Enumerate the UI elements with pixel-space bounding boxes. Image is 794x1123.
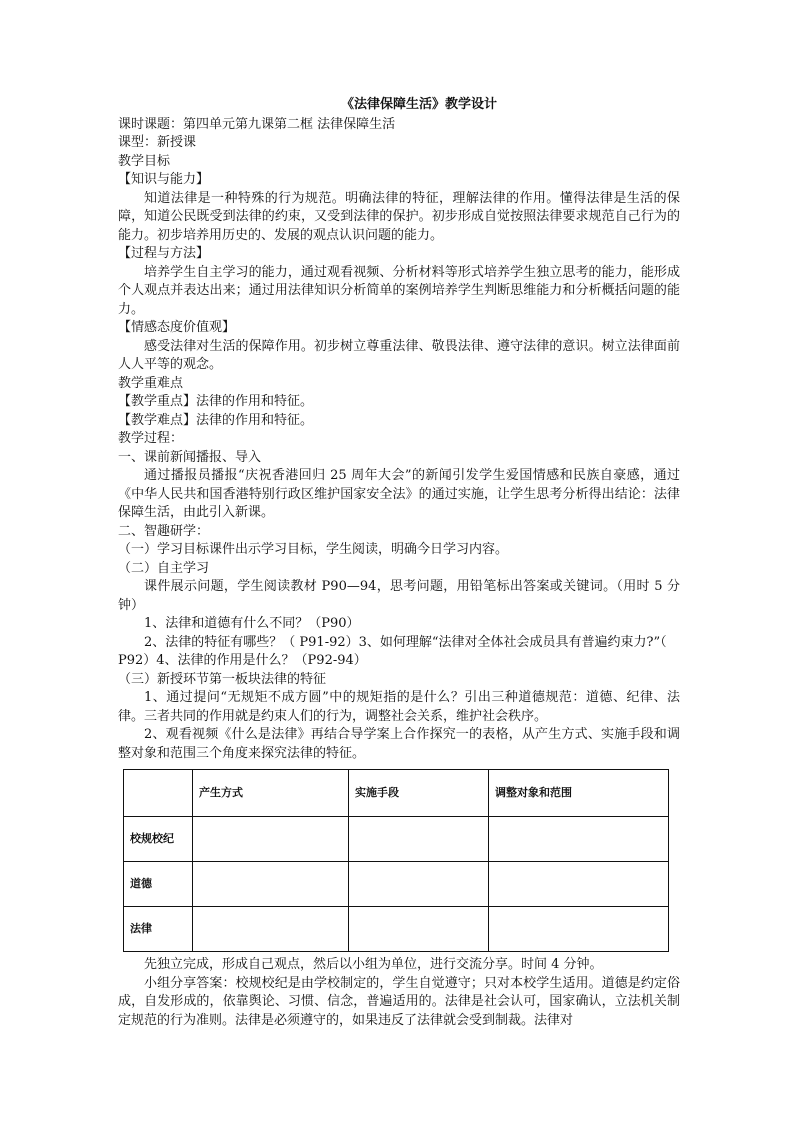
- table-cell: [349, 907, 489, 952]
- teaching-process-heading: 教学过程：: [118, 431, 184, 446]
- table-cell: [349, 817, 489, 862]
- after-table-paragraph-1: 先独立完成，形成自己观点，然后以小组为单位，进行交流分享。时间 4 分钟。: [144, 957, 603, 972]
- process-method-heading: 【过程与方法】: [118, 246, 210, 261]
- sub1-text: （一）学习目标课件出示学习目标，学生阅读，明确今日学习内容。: [118, 542, 509, 557]
- table-cell: [193, 862, 349, 907]
- table-cell: [193, 817, 349, 862]
- key-points-heading: 教学重难点: [118, 375, 184, 391]
- table-cell: [489, 907, 669, 952]
- table-row: [124, 907, 669, 952]
- lesson-topic: 课时课题：第四单元第九课第二框 法律保障生活: [118, 116, 396, 132]
- row-label-cell: 法律: [124, 907, 193, 952]
- sub3-paragraph-1: 1、通过提问“无规矩不成方圆”中的规矩指的是什么？引出三种道德规范：道德、纪律、法律。三者共同的作用就是约束人们的行为，调整社会关系，维护社会秩序。: [118, 690, 680, 724]
- knowledge-text: 知道法律是一种特殊的行为规范。明确法律的特征，理解法律的作用。懂得法律是生活的保障，知道公民既受到法律的约束，又受到法律的保护。初步形成自觉按照法律要求规范自己行为的能力。初步培养用历史的、发展的观点认识问题的能力。: [118, 190, 680, 243]
- feature-comparison-table: [123, 769, 669, 952]
- document-title: 《法律保障生活》教学设计: [340, 97, 497, 112]
- emotion-text: 感受法律对生活的保障作用。初步树立尊重法律、敬畏法律、遵守法律的意识。树立法律面前人人平等的观念。: [118, 338, 680, 372]
- after-table-paragraph-2: 小组分享答案：校规校纪是由学校制定的，学生自觉遵守；只对本校学生适用。道德是约定俗成，自发形成的，依靠舆论、习惯、信念，普遍适用的。法律是社会认可，国家确认，立法机关制定规范的行为准则。法律是必须遵守的，如果违反了法律就会受到制裁。法律对: [118, 975, 680, 1028]
- step1-heading: 一、课前新闻播报、导入: [118, 449, 262, 465]
- emotion-heading: 【情感态度价值观】: [118, 320, 236, 335]
- table-cell: [489, 862, 669, 907]
- table-row: [124, 817, 669, 862]
- document-page: [118, 96, 680, 1030]
- sub3-paragraph-2: 2、观看视频《什么是法律》再结合导学案上合作探究一的表格，从产生方式、实施手段和调整对象和范围三个角度来探究法律的特征。: [118, 727, 680, 761]
- sub2-text: 课件展示问题，学生阅读教材 P90—94，思考问题，用铅笔标出答案或关键词。（用时 5 分钟）: [118, 579, 680, 613]
- step1-text: 通过播报员播报“庆祝香港回归 25 周年大会”的新闻引发学生爱国情感和民族自豪感，通过《中华人民共和国香港特别行政区维护国家安全法》的通过实施，让学生思考分析得出结论：法律保障生活，由此引入新课。: [118, 468, 680, 520]
- sub3-heading: （三）新授环节第一板块法律的特征: [118, 671, 327, 687]
- difficult-point: 【教学难点】法律的作用和特征。: [118, 412, 314, 428]
- row-label-cell: 校规校纪: [124, 817, 193, 862]
- lesson-type: 课型：新授课: [118, 135, 197, 150]
- sub2-heading: （二）自主学习: [118, 560, 210, 576]
- goals-heading: 教学目标: [118, 153, 171, 169]
- table-cell: [489, 817, 669, 862]
- table-header-cell: 调整对象和范围: [489, 770, 669, 817]
- table-row: [124, 862, 669, 907]
- table-header-cell: 产生方式: [193, 770, 349, 817]
- table-cell: [193, 907, 349, 952]
- question-1: 1、法律和道德有什么不同？（P90）: [144, 616, 360, 631]
- key-point: 【教学重点】法律的作用和特征。: [118, 394, 314, 409]
- step2-heading: 二、智趣研学：: [118, 523, 210, 539]
- process-method-text: 培养学生自主学习的能力，通过观看视频、分析材料等形式培养学生独立思考的能力，能形成个人观点并表达出来；通过用法律知识分析简单的案例培养学生判断思维能力和分析概括问题的能力。: [118, 264, 680, 317]
- table-cell: [349, 862, 489, 907]
- row-label-cell: 道德: [124, 862, 193, 907]
- table-header-row: [124, 770, 669, 817]
- question-2-4: 2、法律的特征有哪些？（ P91-92）3、如何理解“法律对全体社会成员具有普遍约束力?”（ P92）4、法律的作用是什么？（P92-94）: [118, 634, 667, 668]
- table-header-cell: 实施手段: [349, 770, 489, 817]
- table-header-cell: [124, 770, 193, 817]
- knowledge-heading: 【知识与能力】: [118, 172, 210, 187]
